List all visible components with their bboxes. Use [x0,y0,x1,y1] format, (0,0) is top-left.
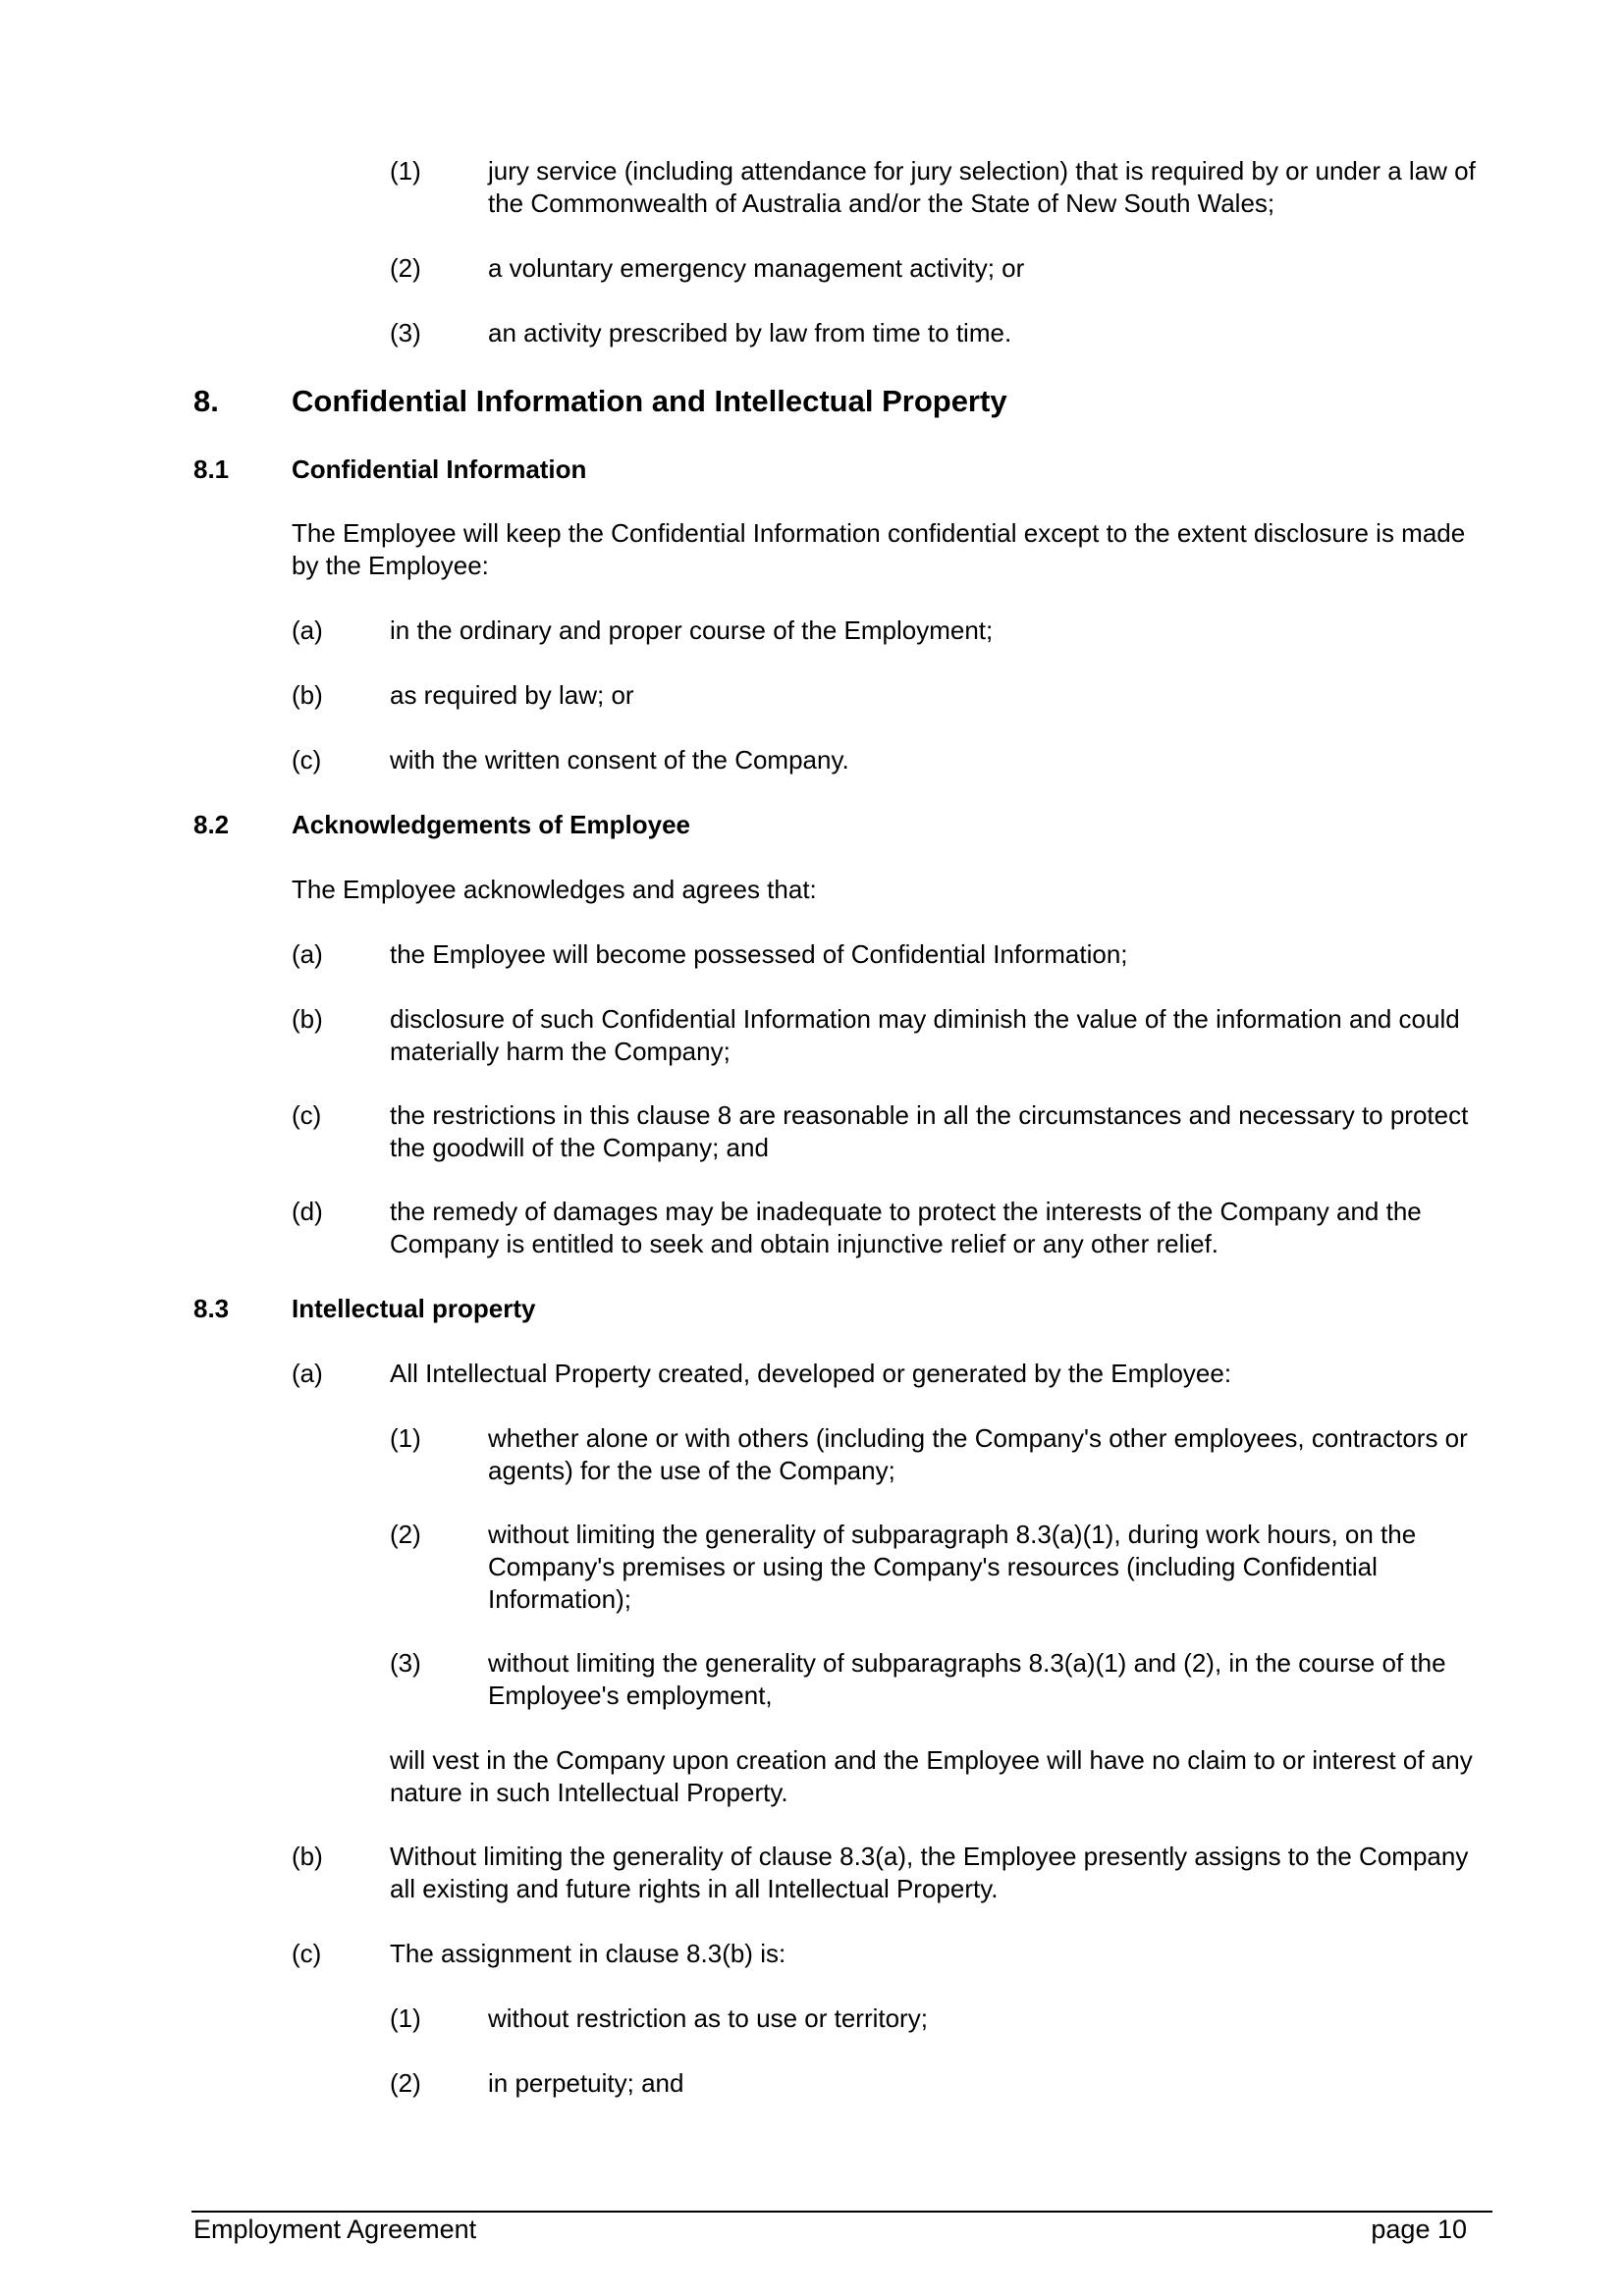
clause-title: Acknowledgements of Employee [292,810,690,839]
list-item-text: as required by law; or [390,680,634,710]
list-item-number: (c) [292,745,322,774]
list-item-text: the Employee will become possessed of Confidential Information; [390,939,1128,969]
sublist-item-text: whether alone or with others (including the Company's other employees, contractors or agents) for the use of the Company; [488,1423,1468,1485]
list-item-text: with the written consent of the Company. [390,745,849,774]
list-item-text: a voluntary emergency management activity; or [488,253,1025,283]
list-item-number: (c) [292,1100,322,1130]
list-item-number: (a) [292,615,323,645]
clause-number: 8.2 [193,810,230,839]
list-item-text: in the ordinary and proper course of the Employment; [390,615,994,645]
sublist-item-text: without restriction as to use or territory; [488,2003,928,2033]
clause-title: Confidential Information [292,454,587,484]
list-item-number: (2) [390,253,421,283]
list-item-text: jury service (including attendance for jury selection) that is required by or under a law of the Commonwealth of Australia and/or the State of New South Wales; [488,156,1476,218]
footer-page-number: page 10 [1371,2215,1467,2244]
list-item-text: the remedy of damages may be inadequate to protect the interests of the Company and the Company is entitled to seek and obtain injunctive relief or any other relief. [390,1197,1422,1258]
list-item-number: (b) [292,1004,323,1034]
list-item-number: (1) [390,156,421,186]
list-item-number: (d) [292,1197,323,1226]
list-item-text: an activity prescribed by law from time to time. [488,318,1012,347]
list-item-text: The assignment in clause 8.3(b) is: [390,1939,786,1968]
list-item-number: (a) [292,939,323,969]
section-title: Confidential Information and Intellectual Property [292,384,1007,418]
sublist-item-text: without limiting the generality of subparagraph 8.3(a)(1), during work hours, on the Company's premises or using the Company's resources (including Confidential Information); [488,1520,1417,1614]
list-item-continuation: will vest in the Company upon creation and the Employee will have no claim to or interest of any nature in such Intellectual Property. [390,1745,1473,1807]
list-item-text: the restrictions in this clause 8 are reasonable in all the circumstances and necessary to protect the goodwill of the Company; and [390,1100,1469,1162]
clause-intro: The Employee will keep the Confidential Information confidential except to the extent disclosure is made by the Employee: [292,518,1466,580]
footer-document-title: Employment Agreement [193,2215,477,2244]
clause-number: 8.1 [193,454,230,484]
list-item-number: (3) [390,318,421,347]
list-item-text: Without limiting the generality of clause 8.3(a), the Employee presently assigns to the Company all existing and future rights in all Intellectual Property. [390,1842,1469,1903]
section-number: 8. [193,384,219,418]
clause-intro: The Employee acknowledges and agrees that: [292,875,817,904]
list-item-number: (a) [292,1359,323,1388]
list-item-number: (b) [292,680,323,710]
list-item-text: disclosure of such Confidential Information may diminish the value of the information and could materially harm the Company; [390,1004,1460,1066]
clause-number: 8.3 [193,1294,230,1323]
sublist-item-number: (3) [390,1648,421,1678]
sublist-item-number: (2) [390,1520,421,1549]
list-item-number: (c) [292,1939,322,1968]
sublist-item-number: (1) [390,2003,421,2033]
sublist-item-text: in perpetuity; and [488,2068,684,2098]
sublist-item-number: (2) [390,2068,421,2098]
list-item-number: (b) [292,1842,323,1871]
sublist-item-number: (1) [390,1423,421,1453]
clause-title: Intellectual property [292,1294,536,1323]
list-item-text: All Intellectual Property created, developed or generated by the Employee: [390,1359,1232,1388]
sublist-item-text: without limiting the generality of subparagraphs 8.3(a)(1) and (2), in the course of the Employee's employment, [488,1648,1446,1710]
